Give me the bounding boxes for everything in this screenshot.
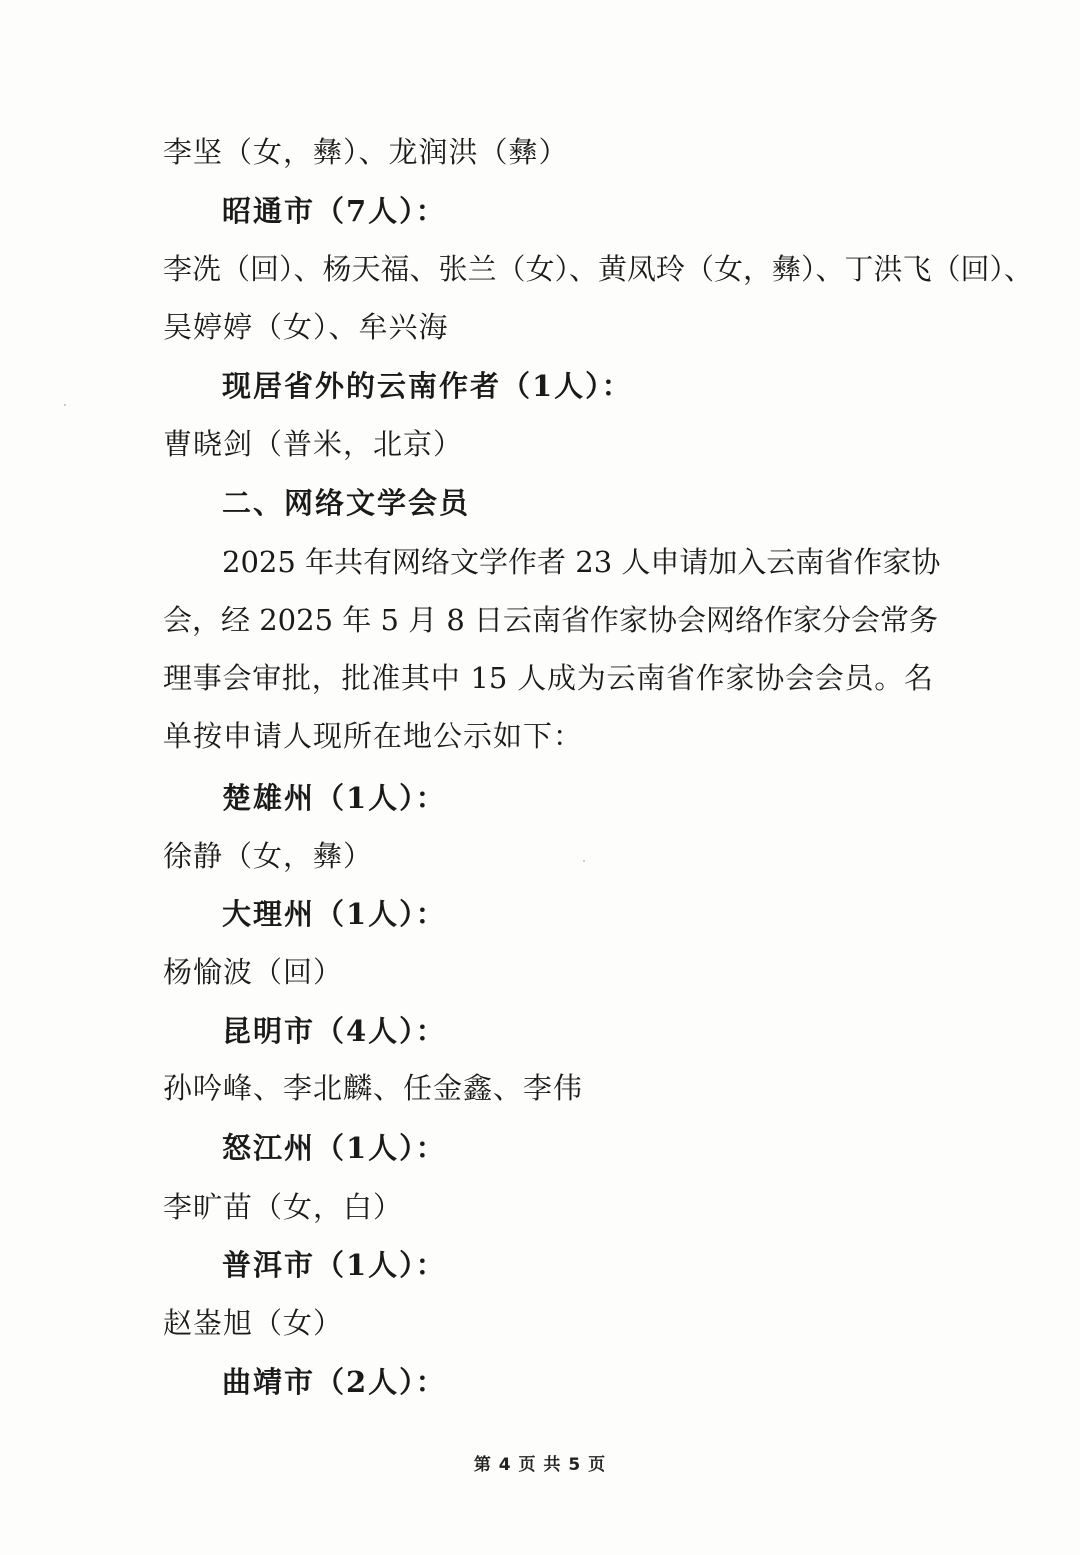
region-heading-zhaotong: 昭通市（7人）： (222, 194, 447, 228)
section-heading-online-literature: 二、网络文学会员 (222, 486, 471, 520)
region-heading-kunming: 昆明市（4人）： (222, 1014, 447, 1048)
text-line-continued-names: 李坚（女，彝）、龙润洪（彝） (163, 135, 569, 169)
page-number-footer: 第 4 页 共 5 页 (473, 1455, 607, 1475)
scan-speck (583, 860, 585, 862)
text-line-out-of-province-names: 曹晓剑（普米，北京） (163, 427, 464, 461)
text-line-chuxiong-names: 徐静（女，彝） (163, 839, 374, 873)
text-line-zhaotong-names-1: 李冼（回）、杨天福、张兰（女）、黄凤玲（女，彝）、丁洪飞（回）、 (163, 252, 1034, 286)
paragraph-line-4: 单按申请人现所在地公示如下： (163, 719, 584, 753)
region-heading-nujiang: 怒江州（1人）： (222, 1131, 447, 1165)
paragraph-line-2: 会，经 2025 年 5 月 8 日云南省作家协会网络作家分会常务 (163, 603, 939, 637)
region-heading-dali: 大理州（1人）： (222, 897, 447, 931)
text-line-puer-names: 赵崟旭（女） (163, 1306, 344, 1340)
paragraph-line-1: 2025 年共有网络文学作者 23 人申请加入云南省作家协 (222, 545, 941, 579)
region-heading-out-of-province: 现居省外的云南作者（1人）： (222, 369, 633, 403)
region-heading-chuxiong: 楚雄州（1人）： (222, 781, 447, 815)
text-line-nujiang-names: 李旷苗（女，白） (163, 1190, 404, 1224)
text-line-kunming-names: 孙吟峰、李北麟、任金鑫、李伟 (163, 1071, 584, 1105)
region-heading-puer: 普洱市（1人）： (222, 1248, 447, 1282)
region-heading-qujing: 曲靖市（2人）： (222, 1365, 447, 1399)
scan-speck (64, 404, 66, 406)
text-line-zhaotong-names-2: 吴婷婷（女）、牟兴海 (163, 310, 449, 344)
paragraph-line-3: 理事会审批，批准其中 15 人成为云南省作家协会会员。名 (163, 661, 933, 695)
text-line-dali-names: 杨愉波（回） (163, 955, 344, 989)
